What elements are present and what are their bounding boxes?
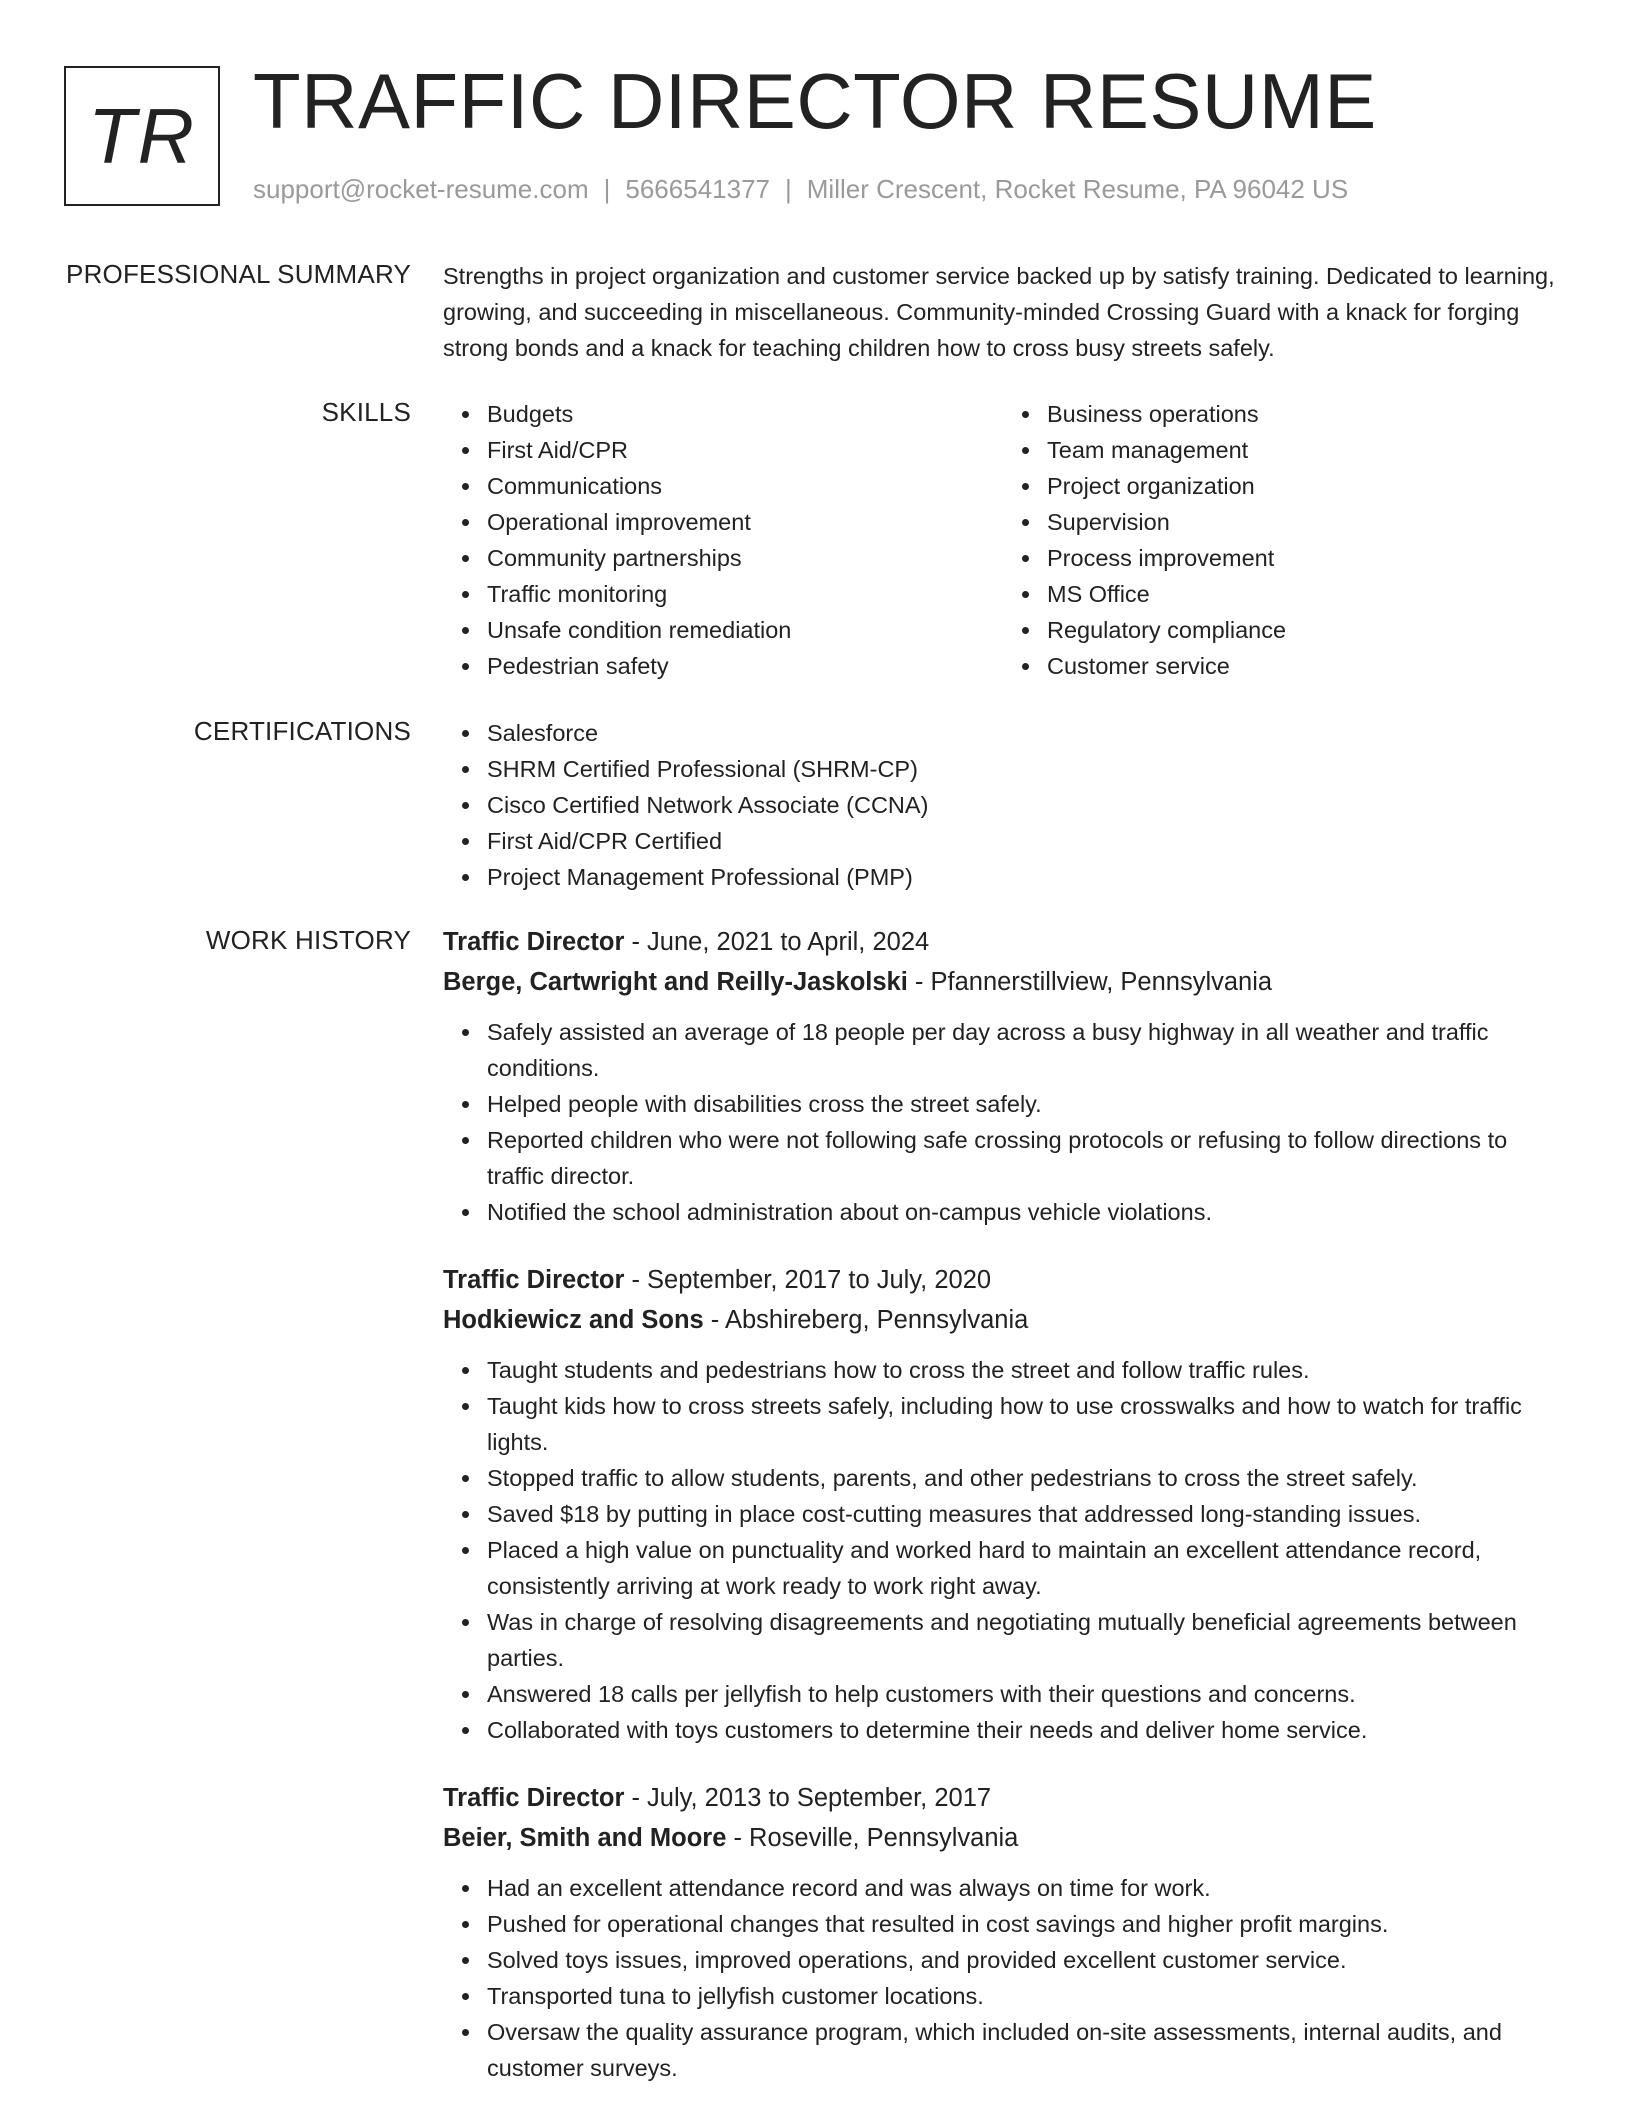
list-item: Salesforce <box>487 715 1563 751</box>
list-item: Taught students and pedestrians how to cross the street and follow traffic rules. <box>487 1352 1563 1388</box>
job-entry <box>443 1260 1563 1748</box>
contact-phone: 5666541377 <box>625 174 770 204</box>
list-item: Solved toys issues, improved operations, and provided excellent customer service. <box>487 1942 1563 1978</box>
page-title: TRAFFIC DIRECTOR RESUME <box>253 57 1377 145</box>
job-company-line <box>443 1300 1563 1340</box>
list-item: SHRM Certified Professional (SHRM-CP) <box>487 751 1563 787</box>
list-item: Budgets <box>487 396 1003 432</box>
list-item: Was in charge of resolving disagreements and negotiating mutually beneficial agreements between parties. <box>487 1604 1563 1676</box>
list-item: Project organization <box>1047 468 1563 504</box>
list-item: Operational improvement <box>487 504 1003 540</box>
list-item: Team management <box>1047 432 1563 468</box>
job-title: Traffic Director <box>443 1784 625 1812</box>
list-item: Regulatory compliance <box>1047 612 1563 648</box>
list-item: Cisco Certified Network Associate (CCNA) <box>487 787 1563 823</box>
section-label: WORK HISTORY <box>205 925 411 955</box>
contact-separator: | <box>785 174 792 204</box>
section-label: PROFESSIONAL SUMMARY <box>66 259 411 289</box>
job-entry <box>443 922 1563 1230</box>
list-item: Saved $18 by putting in place cost-cutting measures that addressed long-standing issues. <box>487 1496 1563 1532</box>
list-item: Communications <box>487 468 1003 504</box>
contact-email: support@rocket-resume.com <box>253 174 589 204</box>
skills-list-right <box>1003 396 1563 684</box>
job-company-line <box>443 962 1563 1002</box>
list-item: First Aid/CPR Certified <box>487 823 1563 859</box>
skills-list-left <box>443 396 1003 684</box>
jobs-list <box>443 922 1563 2116</box>
job-title-line <box>443 1778 1563 1818</box>
job-company: Beier, Smith and Moore <box>443 1824 727 1852</box>
job-bullets <box>443 1014 1563 1230</box>
job-dates: - June, 2021 to April, 2024 <box>624 928 930 956</box>
job-company: Berge, Cartwright and Reilly-Jaskolski <box>443 968 908 996</box>
section-label: SKILLS <box>321 397 411 427</box>
summary-text: Strengths in project organization and customer service backed up by satisfy training. Dedicated to learning, growing, and succeeding in miscellaneous. Community-minded Crossing Guard with a knack for forging strong bonds and a knack for teaching children how to cross busy streets safely. <box>443 263 1555 361</box>
list-item: Oversaw the quality assurance program, which included on-site assessments, internal audits, and customer surveys. <box>487 2014 1563 2086</box>
list-item: Process improvement <box>1047 540 1563 576</box>
skills-columns <box>443 396 1563 684</box>
job-company: Hodkiewicz and Sons <box>443 1306 704 1334</box>
list-item: Answered 18 calls per jellyfish to help customers with their questions and concerns. <box>487 1676 1563 1712</box>
monogram: TR <box>64 66 220 206</box>
list-item: Supervision <box>1047 504 1563 540</box>
job-entry <box>443 1778 1563 2086</box>
list-item: Transported tuna to jellyfish customer locations. <box>487 1978 1563 2014</box>
list-item: Pushed for operational changes that resulted in cost savings and higher profit margins. <box>487 1906 1563 1942</box>
list-item: Helped people with disabilities cross the street safely. <box>487 1086 1563 1122</box>
job-title: Traffic Director <box>443 1266 625 1294</box>
list-item: Safely assisted an average of 18 people per day across a busy highway in all weather and traffic conditions. <box>487 1014 1563 1086</box>
job-title-line <box>443 1260 1563 1300</box>
job-location: - Pfannerstillview, Pennsylvania <box>907 968 1273 996</box>
list-item: Customer service <box>1047 648 1563 684</box>
job-location: - Roseville, Pennsylvania <box>726 1824 1019 1852</box>
list-item: Reported children who were not following safe crossing protocols or refusing to follow directions to traffic director. <box>487 1122 1563 1194</box>
list-item: First Aid/CPR <box>487 432 1003 468</box>
job-dates: - September, 2017 to July, 2020 <box>624 1266 992 1294</box>
contact-separator: | <box>603 174 611 204</box>
list-item: Stopped traffic to allow students, parents, and other pedestrians to cross the street safely. <box>487 1460 1563 1496</box>
list-item: Taught kids how to cross streets safely, including how to use crosswalks and how to watch for traffic lights. <box>487 1388 1563 1460</box>
list-item: Pedestrian safety <box>487 648 1003 684</box>
list-item: Notified the school administration about on-campus vehicle violations. <box>487 1194 1563 1230</box>
list-item: Collaborated with toys customers to determine their needs and deliver home service. <box>487 1712 1563 1748</box>
list-item: Project Management Professional (PMP) <box>487 859 1563 895</box>
job-bullets <box>443 1870 1563 2086</box>
job-bullets <box>443 1352 1563 1748</box>
job-location: - Abshireberg, Pennsylvania <box>703 1306 1029 1334</box>
list-item: Had an excellent attendance record and was always on time for work. <box>487 1870 1563 1906</box>
list-item: Community partnerships <box>487 540 1003 576</box>
list-item: Traffic monitoring <box>487 576 1003 612</box>
job-company-line <box>443 1818 1563 1858</box>
list-item: Placed a high value on punctuality and worked hard to maintain an excellent attendance record, consistently arriving at work ready to work right away. <box>487 1532 1563 1604</box>
contact-address: Miller Crescent, Rocket Resume, PA 96042 US <box>806 174 1349 204</box>
job-title: Traffic Director <box>443 928 625 956</box>
job-title-line <box>443 922 1563 962</box>
list-item: Unsafe condition remediation <box>487 612 1003 648</box>
job-dates: - July, 2013 to September, 2017 <box>624 1784 992 1812</box>
section-label: CERTIFICATIONS <box>193 716 411 746</box>
list-item: Business operations <box>1047 396 1563 432</box>
contact-line <box>253 174 1348 205</box>
list-item: MS Office <box>1047 576 1563 612</box>
certifications-list <box>443 715 1563 895</box>
